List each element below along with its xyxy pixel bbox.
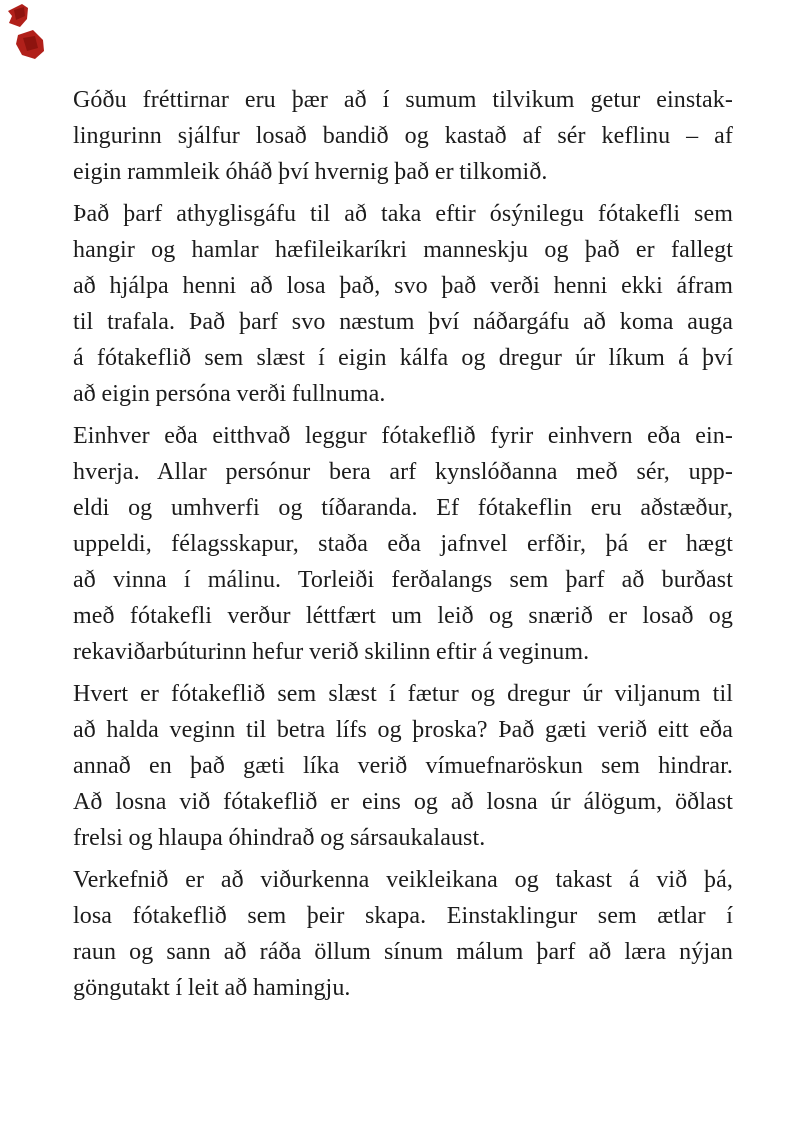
paragraph xyxy=(73,82,733,190)
text-line: hangir og hamlar hæfileikaríkri manneskju og það er fallegt xyxy=(73,237,733,263)
paragraph xyxy=(73,862,733,1006)
text-line: til trafala. Það þarf svo næstum því náðargáfu að koma auga xyxy=(73,309,733,335)
text-line: annað en það gæti líka verið vímuefnaröskun sem hindrar. xyxy=(73,753,733,779)
text-line: uppeldi, félagsskapur, staða eða jafnvel erfðir, þá er hægt xyxy=(73,531,733,557)
text-line: Góðu fréttirnar eru þær að í sumum tilvikum getur einstak- xyxy=(73,87,733,113)
paragraph xyxy=(73,196,733,412)
text-line: Verkefnið er að viðurkenna veikleikana og takast á við þá, xyxy=(73,867,733,893)
paragraph xyxy=(73,676,733,856)
text-line: að vinna í málinu. Torleiði ferðalangs sem þarf að burðast xyxy=(73,567,733,593)
paragraph xyxy=(73,418,733,670)
text-block xyxy=(73,82,733,1012)
text-line: að hjálpa henni að losa það, svo það verði henni ekki áfram xyxy=(73,273,733,299)
text-line: lingurinn sjálfur losað bandið og kastað af sér keflinu – af xyxy=(73,123,733,149)
text-line: Að losna við fótakeflið er eins og að losna úr álögum, öðlast xyxy=(73,789,733,815)
text-line: að eigin persóna verði fullnuma. xyxy=(73,381,386,407)
text-line: með fótakefli verður léttfært um leið og snærið er losað og xyxy=(73,603,733,629)
text-line: rekaviðarbúturinn hefur verið skilinn eftir á veginum. xyxy=(73,639,590,665)
text-line: Hvert er fótakeflið sem slæst í fætur og dregur úr viljanum til xyxy=(73,681,733,707)
text-line: losa fótakeflið sem þeir skapa. Einstaklingur sem ætlar í xyxy=(73,903,733,929)
text-line: frelsi og hlaupa óhindrað og sársaukalaust. xyxy=(73,825,486,851)
text-line: eigin rammleik óháð því hvernig það er tilkomið. xyxy=(73,159,548,185)
text-line: að halda veginn til betra lífs og þroska? Það gæti verið eitt eða xyxy=(73,717,733,743)
text-line: á fótakeflið sem slæst í eigin kálfa og dregur úr líkum á því xyxy=(73,345,733,371)
text-line: hverja. Allar persónur bera arf kynslóðanna með sér, upp- xyxy=(73,459,733,485)
text-line: Einhver eða eitthvað leggur fótakeflið fyrir einhvern eða ein- xyxy=(73,423,733,449)
text-line: Það þarf athyglisgáfu til að taka eftir ósýnilegu fótakefli sem xyxy=(73,201,733,227)
text-line: eldi og umhverfi og tíðaranda. Ef fótakeflin eru aðstæður, xyxy=(73,495,733,521)
text-line: raun og sann að ráða öllum sínum málum þarf að læra nýjan xyxy=(73,939,733,965)
red-ink-marks-icon xyxy=(2,2,52,64)
text-line: göngutakt í leit að hamingju. xyxy=(73,975,351,1001)
